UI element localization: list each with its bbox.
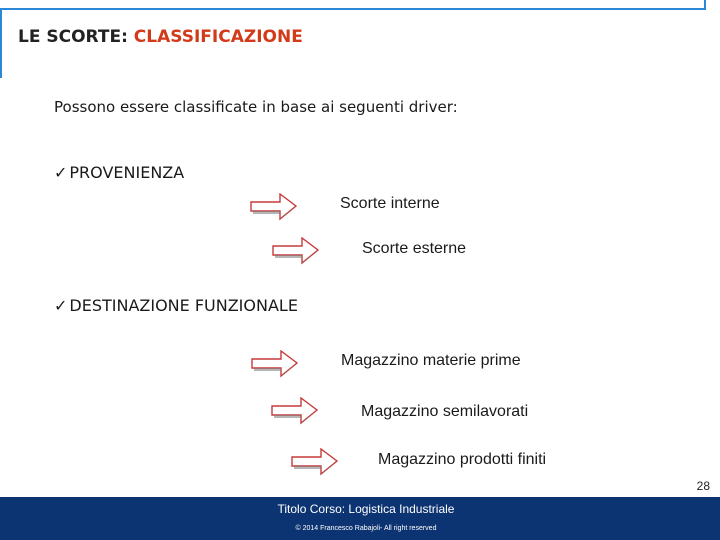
section-destinazione-funzionale — [54, 296, 298, 316]
header-top-rule — [0, 8, 706, 10]
slide-title-prefix: LE SCORTE: — [18, 27, 134, 47]
header-left-rule — [0, 8, 2, 78]
slide-title-highlight: CLASSIFICAZIONE — [133, 27, 303, 47]
footer-course-title: Titolo Corso: Logistica Industriale — [277, 502, 455, 516]
arrow-right-icon — [291, 448, 339, 476]
page-number: 28 — [696, 479, 710, 493]
section-provenienza — [54, 163, 184, 183]
item-scorte-esterne: Scorte esterne — [362, 240, 467, 257]
arrow-right-icon — [271, 397, 319, 425]
arrow-right-icon — [251, 350, 299, 378]
section-heading: DESTINAZIONE FUNZIONALE — [69, 296, 298, 315]
footer-bar — [0, 497, 720, 540]
item-magazzino-materie-prime: Magazzino materie prime — [341, 352, 521, 369]
checkmark-icon: ✓ — [54, 163, 68, 182]
section-heading: PROVENIENZA — [69, 163, 185, 182]
footer-copyright: © 2014 Francesco Rabajoli- All right reserved — [295, 525, 437, 532]
arrow-right-icon — [272, 237, 320, 265]
checkmark-icon: ✓ — [54, 296, 68, 315]
item-magazzino-semilavorati: Magazzino semilavorati — [361, 403, 529, 420]
intro-text: Possono essere classificate in base ai seguenti driver: — [54, 98, 458, 116]
header-corner-tick — [704, 0, 706, 10]
slide-title — [18, 26, 303, 48]
item-magazzino-prodotti-finiti: Magazzino prodotti finiti — [378, 451, 547, 468]
arrow-right-icon — [250, 193, 298, 221]
item-scorte-interne: Scorte interne — [340, 195, 440, 212]
